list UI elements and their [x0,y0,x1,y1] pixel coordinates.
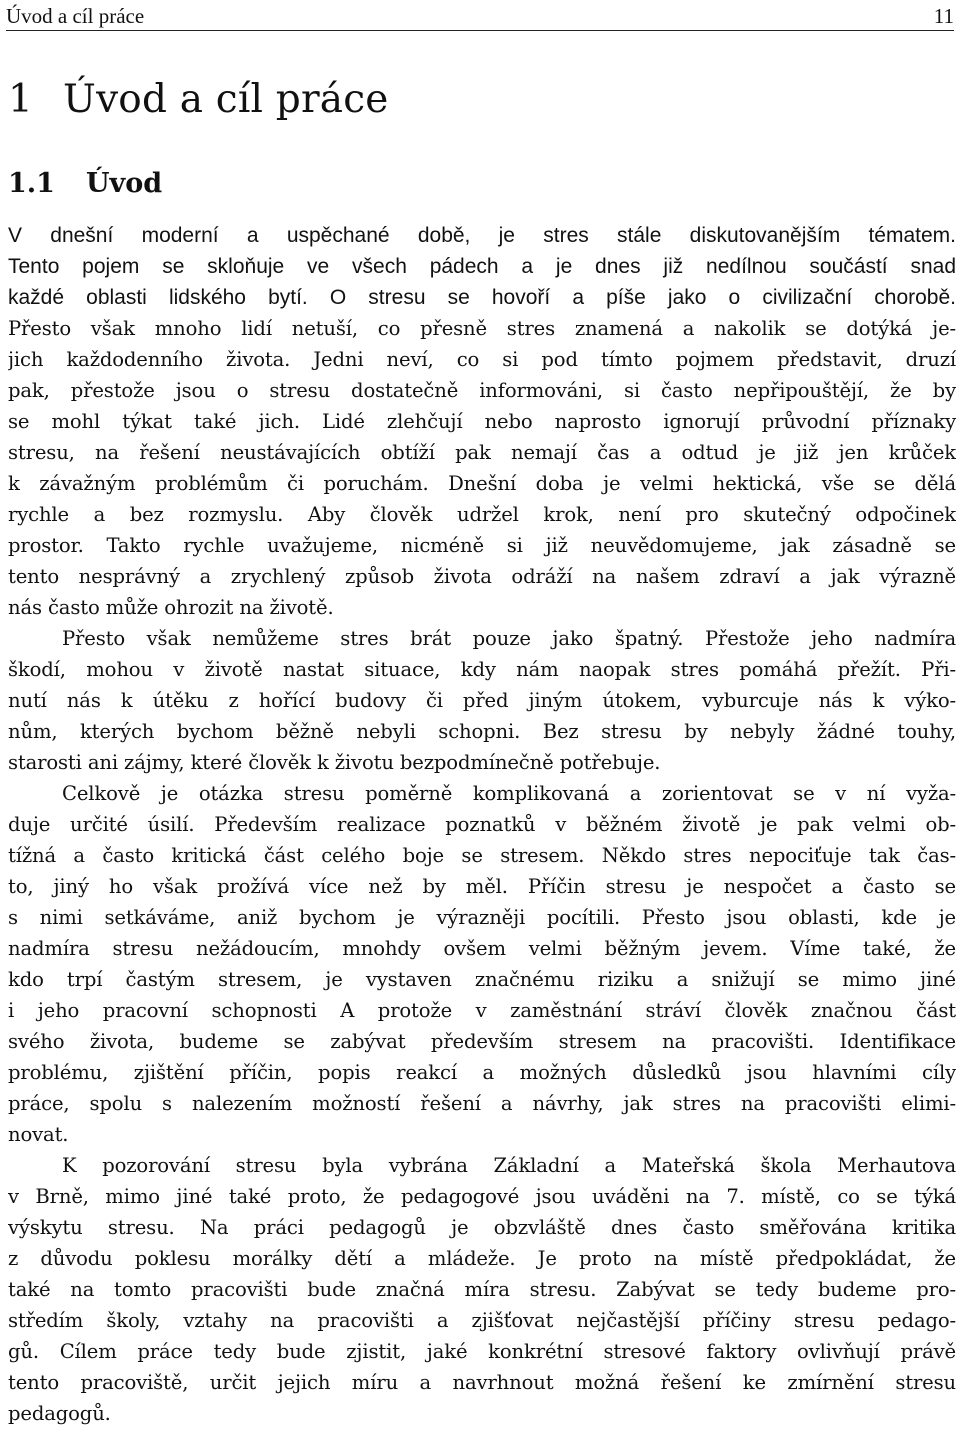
running-header [6,2,954,31]
text-line: gů. Cílem práce tedy bude zjistit, jaké konkrétní stresové faktory ovlivňují právě [8,1340,956,1363]
header-page-number: 11 [933,4,954,28]
text-line: problému, zjištění příčin, popis reakcí a možných důsledků jsou hlavními cíly [8,1061,956,1084]
text-line: k závažným problémům či poruchám. Dnešní doba je velmi hektická, vše se dělá [8,472,956,495]
text-line: V dnešní moderní a uspěchané době, je stres stále diskutovanějším tématem. [8,224,956,247]
text-line: K pozorování stresu byla vybrána Základní a Mateřská škola Merhautova [62,1154,956,1177]
text-line: tento nesprávný a zrychlený způsob života odráží na našem zdraví a jak výrazně [8,565,956,588]
text-line: Přesto však mnoho lidí netuší, co přesně stres znamená a nakolik se dotýká je- [8,317,956,340]
text-line: s nimi setkáváme, aniž bychom je výrazněji pocítili. Přesto jsou oblasti, kde je [8,906,956,929]
text-line: Celkově je otázka stresu poměrně komplikovaná a zorientovat se v ní vyža- [62,782,956,805]
section-heading [8,160,162,208]
text-line: z důvodu poklesu morálky dětí a mládeže. Je proto na místě předpokládat, že [8,1247,956,1270]
header-chapter-title: Úvod a cíl práce [6,4,145,28]
text-line: tento pracoviště, určit jejich míru a navrhnout možná řešení ke zmírnění stresu [8,1371,956,1394]
text-line: kdo trpí častým stresem, je vystaven značnému riziku a snižují se mimo jiné [8,968,956,991]
text-line: stresu, na řešení neustávajících obtíží pak nemají čas a odtud je již jen krůček [8,441,956,464]
text-line: se mohl týkat také jich. Lidé zlehčují nebo naprosto ignorují průvodní příznaky [8,410,956,433]
body-text [8,220,956,1429]
text-line: rychle a bez rozmyslu. Aby člověk udržel krok, není pro skutečný odpočinek [8,503,956,526]
text-line: nutí nás k útěku z hořící budovy či před jiným útokem, vyburcuje nás k výko- [8,689,956,712]
text-line: každé oblasti lidského bytí. O stresu se hovoří a píše jako o civilizační chorobě. [8,286,956,309]
text-line: duje určité úsilí. Především realizace poznatků v běžném životě je pak velmi ob- [8,813,956,836]
text-line: nadmíra stresu nežádoucím, mnohdy ovšem velmi běžným jevem. Víme také, že [8,937,956,960]
text-line: jich každodenního života. Jedni neví, co si pod tímto pojmem představit, druzí [8,348,956,371]
text-line: pak, přestože jsou o stresu dostatečně informováni, si často nepřipouštějí, že by [8,379,956,402]
text-line: práce, spolu s nalezením možností řešení a návrhy, jak stres na pracovišti elimi- [8,1092,956,1115]
text-line: středím školy, vztahy na pracovišti a zjišťovat nejčastější příčiny stresu pedago- [8,1309,956,1332]
text-line: prostor. Takto rychle uvažujeme, nicméně si již neuvědomujeme, jak zásadně se [8,534,956,557]
text-line: starosti ani zájmy, které člověk k životu bezpodmínečně potřebuje. [8,751,661,774]
text-line: to, jiný ho však prožívá více než by měl. Příčin stresu je nespočet a často se [8,875,956,898]
text-line: novat. [8,1123,69,1146]
text-line: Přesto však nemůžeme stres brát pouze jako špatný. Přestože jeho nadmíra [62,627,956,650]
text-line: i jeho pracovní schopnosti A protože v zaměstnání stráví člověk značnou část [8,999,956,1022]
text-line: nás často může ohrozit na životě. [8,596,334,619]
text-line: škodí, mohou v životě nastat situace, kdy nám naopak stres pomáhá přežít. Při- [8,658,956,681]
text-line: v Brně, mimo jiné také proto, že pedagogové jsou uváděni na 7. místě, co se týká [8,1185,956,1208]
text-line: tížná a často kritická část celého boje se stresem. Někdo stres nepociťuje tak čas- [8,844,956,867]
text-line: výskytu stresu. Na práci pedagogů je obzvláště dnes často směřována kritika [8,1216,956,1239]
text-line: také na tomto pracovišti bude značná míra stresu. Zabývat se tedy budeme pro- [8,1278,956,1301]
chapter-title: Úvod a cíl práce [63,77,389,122]
chapter-heading [8,70,389,130]
text-line: svého života, budeme se zabývat především stresem na pracovišti. Identifikace [8,1030,956,1053]
text-line: Tento pojem se skloňuje ve všech pádech a je dnes již nedílnou součástí snad [8,255,956,278]
text-line: nům, kterých bychom běžně nebyli schopni. Bez stresu by nebyly žádné touhy, [8,720,956,743]
section-title: Úvod [86,168,163,199]
text-line: pedagogů. [8,1402,111,1425]
chapter-number: 1 [8,77,34,122]
section-number: 1.1 [8,168,55,199]
